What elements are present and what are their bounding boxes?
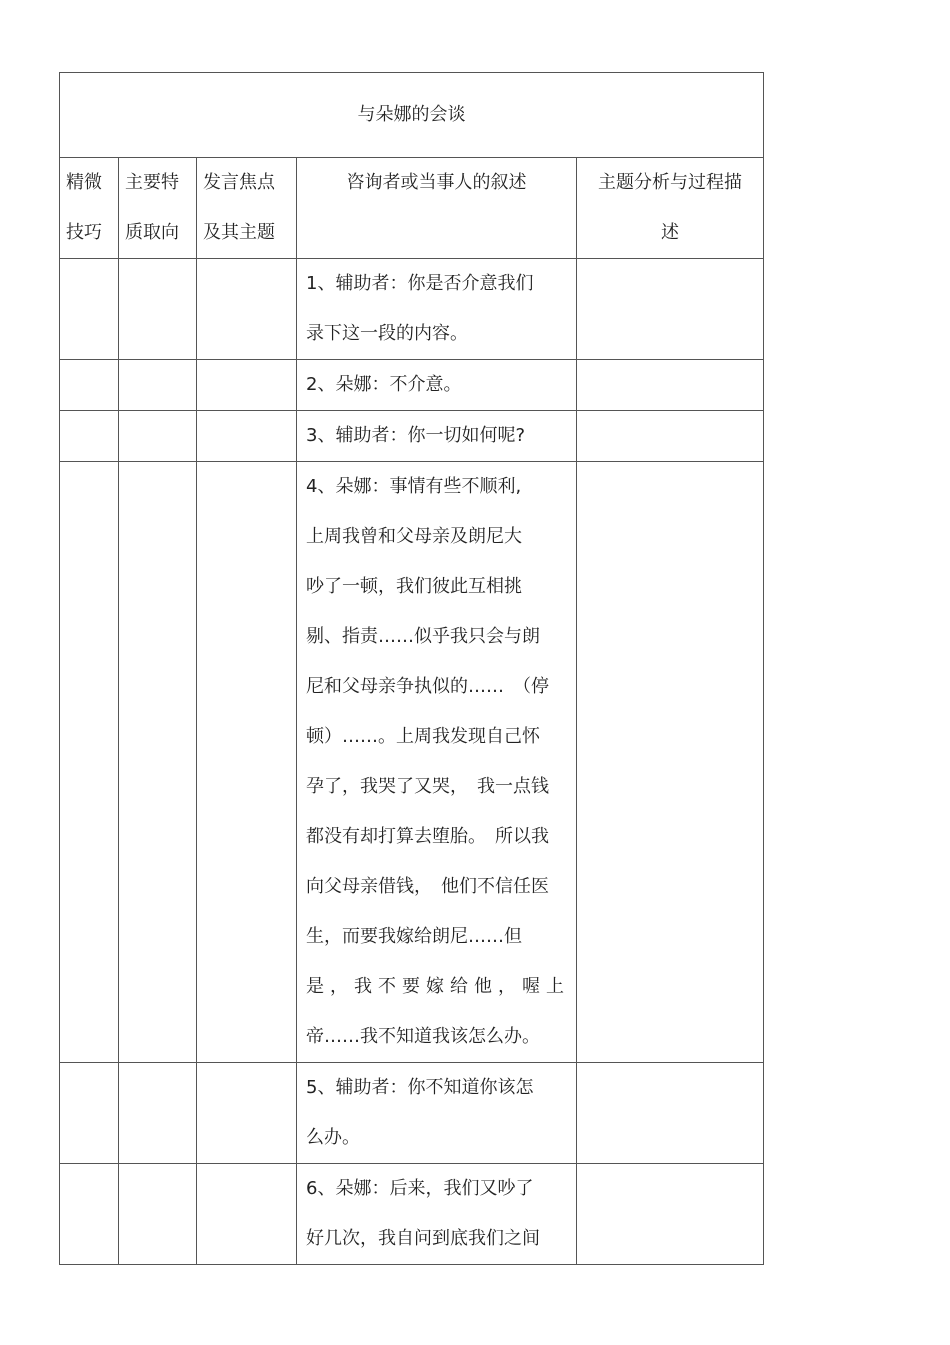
header-line: 主要特 bbox=[125, 172, 179, 193]
header-main-orientation bbox=[119, 158, 197, 259]
empty-cell bbox=[119, 259, 197, 360]
header-row bbox=[60, 158, 764, 259]
narrative-line: 1、辅助者：你是否介意我们 bbox=[306, 273, 534, 294]
empty-cell bbox=[119, 462, 197, 1063]
narrative-line: 都没有却打算去堕胎。 所以我 bbox=[306, 826, 549, 847]
narrative-line: 尼和父母亲争执似的…… （停 bbox=[306, 676, 549, 697]
header-line: 主题分析与过程描 bbox=[598, 172, 742, 193]
narrative-line: 是，我不要嫁给他，喔上 bbox=[306, 976, 570, 997]
table-row bbox=[60, 1164, 764, 1265]
table-row bbox=[60, 1063, 764, 1164]
narrative-cell bbox=[297, 259, 577, 360]
narrative-cell bbox=[297, 1164, 577, 1265]
narrative-cell bbox=[297, 462, 577, 1063]
narrative-line: 顿）……。上周我发现自己怀 bbox=[306, 726, 540, 747]
narrative-line: 孕了，我哭了又哭， 我一点钱 bbox=[306, 776, 549, 797]
empty-cell bbox=[577, 360, 764, 411]
empty-cell bbox=[197, 1164, 297, 1265]
table-row bbox=[60, 462, 764, 1063]
header-line: 及其主题 bbox=[203, 222, 275, 243]
narrative-line: 录下这一段的内容。 bbox=[306, 323, 468, 344]
narrative-line: 6、朵娜：后来，我们又吵了 bbox=[306, 1178, 534, 1199]
narrative-line: 向父母亲借钱， 他们不信任医 bbox=[306, 876, 549, 897]
narrative-cell bbox=[297, 1063, 577, 1164]
narrative-line: 2、朵娜：不介意。 bbox=[306, 374, 462, 395]
table-title: 与朵娜的会谈 bbox=[60, 73, 764, 158]
header-line: 述 bbox=[661, 222, 679, 243]
empty-cell bbox=[577, 1063, 764, 1164]
empty-cell bbox=[60, 1063, 119, 1164]
empty-cell bbox=[577, 1164, 764, 1265]
header-micro-skills bbox=[60, 158, 119, 259]
narrative-cell bbox=[297, 411, 577, 462]
narrative-line: 3、辅助者：你一切如何呢? bbox=[306, 425, 526, 446]
header-line: 技巧 bbox=[66, 222, 102, 243]
narrative-line: 生，而要我嫁给朗尼……但 bbox=[306, 926, 522, 947]
narrative-line: 剔、指责……似乎我只会与朗 bbox=[306, 626, 540, 647]
empty-cell bbox=[60, 1164, 119, 1265]
header-line: 精微 bbox=[66, 172, 102, 193]
header-line: 质取向 bbox=[125, 222, 179, 243]
empty-cell bbox=[60, 411, 119, 462]
empty-cell bbox=[60, 259, 119, 360]
empty-cell bbox=[197, 1063, 297, 1164]
empty-cell bbox=[197, 411, 297, 462]
empty-cell bbox=[577, 259, 764, 360]
table-row bbox=[60, 259, 764, 360]
empty-cell bbox=[577, 462, 764, 1063]
header-speech-focus bbox=[197, 158, 297, 259]
narrative-line: 么办。 bbox=[306, 1127, 360, 1148]
title-row bbox=[60, 73, 764, 158]
narrative-line: 5、辅助者：你不知道你该怎 bbox=[306, 1077, 534, 1098]
narrative-line: 4、朵娜：事情有些不顺利, bbox=[306, 476, 522, 497]
empty-cell bbox=[119, 360, 197, 411]
narrative-line: 帝……我不知道我该怎么办。 bbox=[306, 1026, 540, 1047]
header-theme-analysis bbox=[577, 158, 764, 259]
narrative-line: 好几次，我自问到底我们之间 bbox=[306, 1228, 540, 1249]
empty-cell bbox=[60, 462, 119, 1063]
table-row bbox=[60, 360, 764, 411]
empty-cell bbox=[197, 360, 297, 411]
header-line: 咨询者或当事人的叙述 bbox=[346, 172, 527, 193]
narrative-line: 吵了一顿，我们彼此互相挑 bbox=[306, 576, 522, 597]
narrative-cell bbox=[297, 360, 577, 411]
header-narrative bbox=[297, 158, 577, 259]
empty-cell bbox=[119, 1164, 197, 1265]
empty-cell bbox=[577, 411, 764, 462]
empty-cell bbox=[119, 1063, 197, 1164]
table-row bbox=[60, 411, 764, 462]
narrative-line: 上周我曾和父母亲及朗尼大 bbox=[306, 526, 522, 547]
empty-cell bbox=[60, 360, 119, 411]
empty-cell bbox=[119, 411, 197, 462]
header-line: 发言焦点 bbox=[203, 172, 275, 193]
empty-cell bbox=[197, 462, 297, 1063]
session-table bbox=[59, 72, 764, 1265]
empty-cell bbox=[197, 259, 297, 360]
